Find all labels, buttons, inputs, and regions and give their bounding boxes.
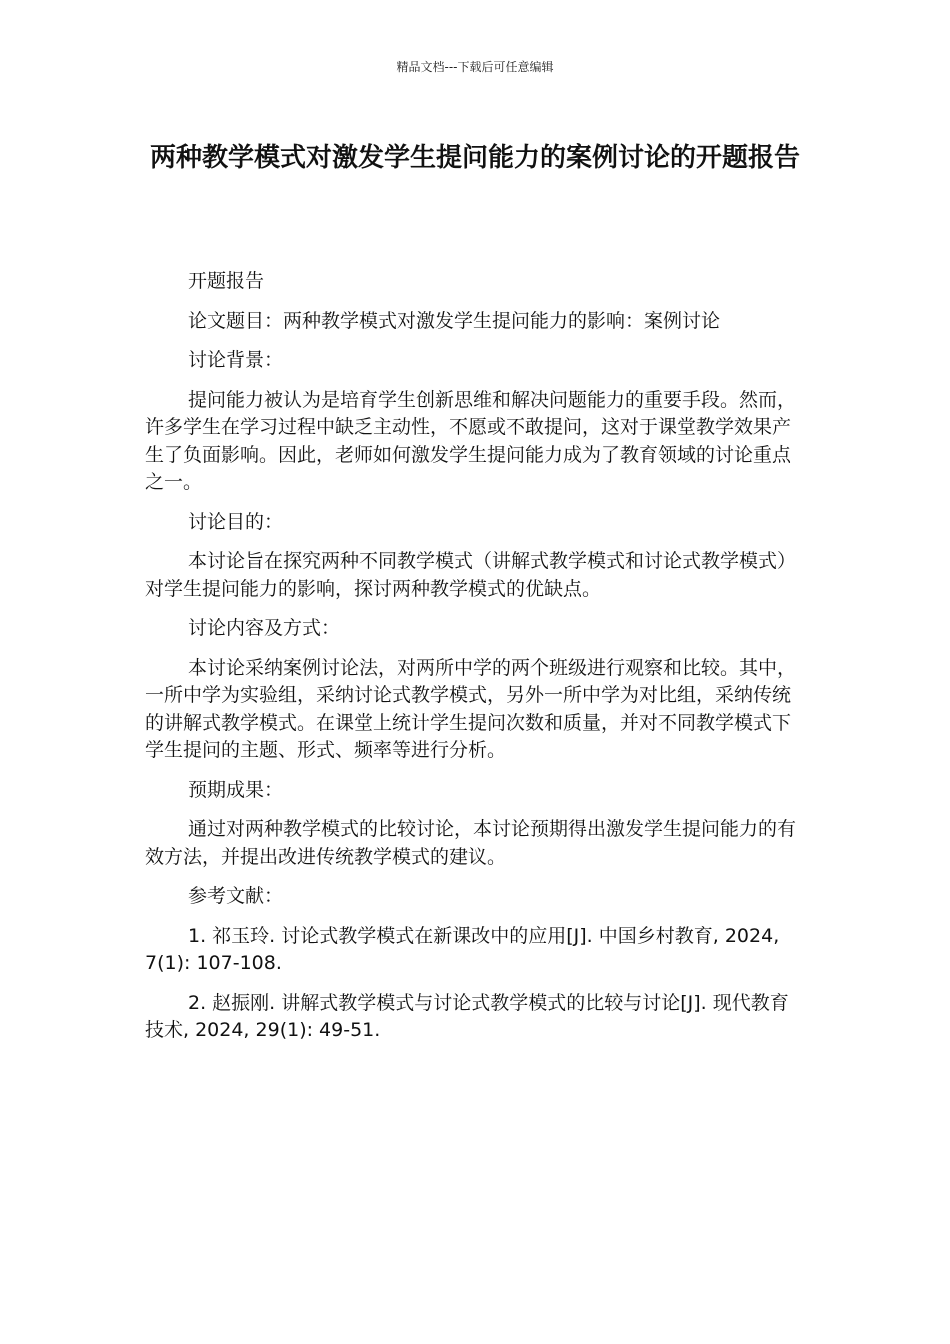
outcomes-paragraph: 通过对两种教学模式的比较讨论，本讨论预期得出激发学生提问能力的有效方法，并提出改进传统教学模式的建议。 <box>145 818 797 868</box>
section-label-report: 开题报告 <box>188 270 265 292</box>
method-paragraph: 本讨论采纳案例讨论法，对两所中学的两个班级进行观察和比较。其中，一所中学为实验组，采纳讨论式教学模式，另外一所中学为对比组，采纳传统的讲解式教学模式。在课堂上统计学生提问次数和质量，并对不同教学模式下学生提问的主题、形式、频率等进行分析。 <box>145 656 797 761</box>
section-heading-method: 讨论内容及方式： <box>188 617 341 639</box>
reference-item: 1. 祁玉玲. 讨论式教学模式在新课改中的应用[J]. 中国乡村教育, 2024, 7(1): 107-108. <box>145 924 780 974</box>
thesis-title: 论文题目：两种教学模式对激发学生提问能力的影响：案例讨论 <box>188 309 721 332</box>
section-heading-outcomes: 预期成果： <box>188 778 284 801</box>
document-body <box>145 268 807 1057</box>
background-paragraph: 提问能力被认为是培育学生创新思维和解决问题能力的重要手段。然而，许多学生在学习过程中缺乏主动性，不愿或不敢提问，这对于课堂教学效果产生了负面影响。因此，老师如何激发学生提问能力成为了教育领域的讨论重点之一。 <box>145 388 797 493</box>
reference-item: 2. 赵振刚. 讲解式教学模式与讨论式教学模式的比较与讨论[J]. 现代教育技术, 2024, 29(1): 49-51. <box>145 991 789 1041</box>
purpose-paragraph: 本讨论旨在探究两种不同教学模式（讲解式教学模式和讨论式教学模式）对学生提问能力的影响，探讨两种教学模式的优缺点。 <box>145 550 797 600</box>
section-heading-background: 讨论背景： <box>188 349 284 371</box>
section-heading-references: 参考文献： <box>188 885 284 907</box>
page-header: 精品文档---下载后可任意编辑 <box>396 60 554 74</box>
document-title: 两种教学模式对激发学生提问能力的案例讨论的开题报告 <box>149 143 800 173</box>
section-heading-purpose: 讨论目的： <box>188 510 284 533</box>
